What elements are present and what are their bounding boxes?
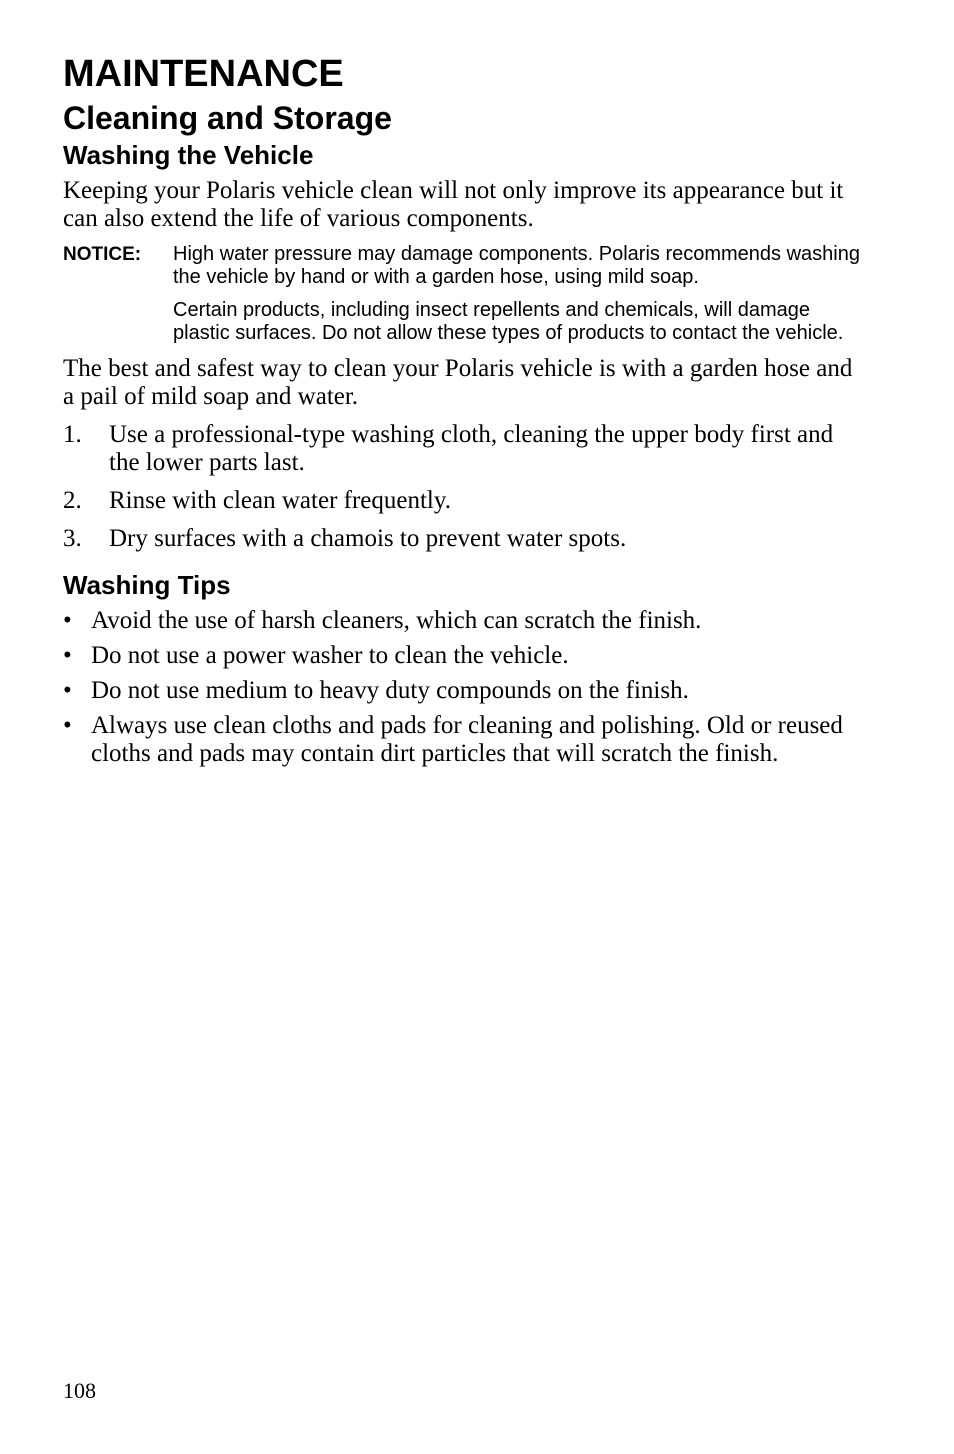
page-number: 108	[63, 1378, 96, 1403]
list-item	[63, 642, 863, 670]
bullet-icon: •	[63, 642, 72, 669]
tip-text: Always use clean cloths and pads for cleaning and polishing. Old or reused cloths and pads may contain dirt particles that will scratch the finish.	[91, 712, 843, 767]
list-item	[63, 607, 863, 635]
notice-content	[173, 243, 863, 345]
list-item	[63, 677, 863, 705]
step-text: Use a professional-type washing cloth, cleaning the upper body first and the lower parts last.	[109, 421, 834, 476]
notice-label: NOTICE:	[63, 244, 142, 265]
tips-title: Washing Tips	[63, 570, 231, 600]
notice-paragraph: High water pressure may damage components. Polaris recommends washing the vehicle by hand or with a garden hose, using mild soap.	[173, 243, 860, 288]
method-paragraph: The best and safest way to clean your Polaris vehicle is with a garden hose and a pail of mild soap and water.	[63, 355, 853, 410]
step-number: 3.	[63, 525, 82, 552]
step-number: 2.	[63, 487, 82, 514]
list-item	[63, 487, 863, 515]
list-item	[63, 421, 863, 477]
tip-text: Do not use a power washer to clean the vehicle.	[91, 642, 569, 669]
step-number: 1.	[63, 421, 82, 448]
tips-list	[63, 607, 863, 768]
list-item	[63, 712, 863, 768]
subsection-title: Cleaning and Storage	[63, 100, 392, 136]
bullet-icon: •	[63, 677, 72, 704]
notice-paragraph: Certain products, including insect repellents and chemicals, will damage plastic surfaces. Do not allow these types of products to contact the vehicle.	[173, 299, 844, 344]
topic-title: Washing the Vehicle	[63, 140, 314, 170]
list-item	[63, 525, 863, 553]
tip-text: Do not use medium to heavy duty compounds on the finish.	[91, 677, 689, 704]
bullet-icon: •	[63, 607, 72, 634]
step-text: Dry surfaces with a chamois to prevent water spots.	[109, 525, 627, 552]
intro-paragraph: Keeping your Polaris vehicle clean will not only improve its appearance but it can also extend the life of various components.	[63, 177, 844, 232]
bullet-icon: •	[63, 712, 72, 739]
steps-list	[63, 421, 863, 553]
step-text: Rinse with clean water frequently.	[109, 487, 452, 514]
section-title: MAINTENANCE	[63, 53, 344, 95]
notice-block	[63, 243, 863, 345]
document-page	[63, 52, 863, 775]
tip-text: Avoid the use of harsh cleaners, which can scratch the finish.	[91, 607, 702, 634]
